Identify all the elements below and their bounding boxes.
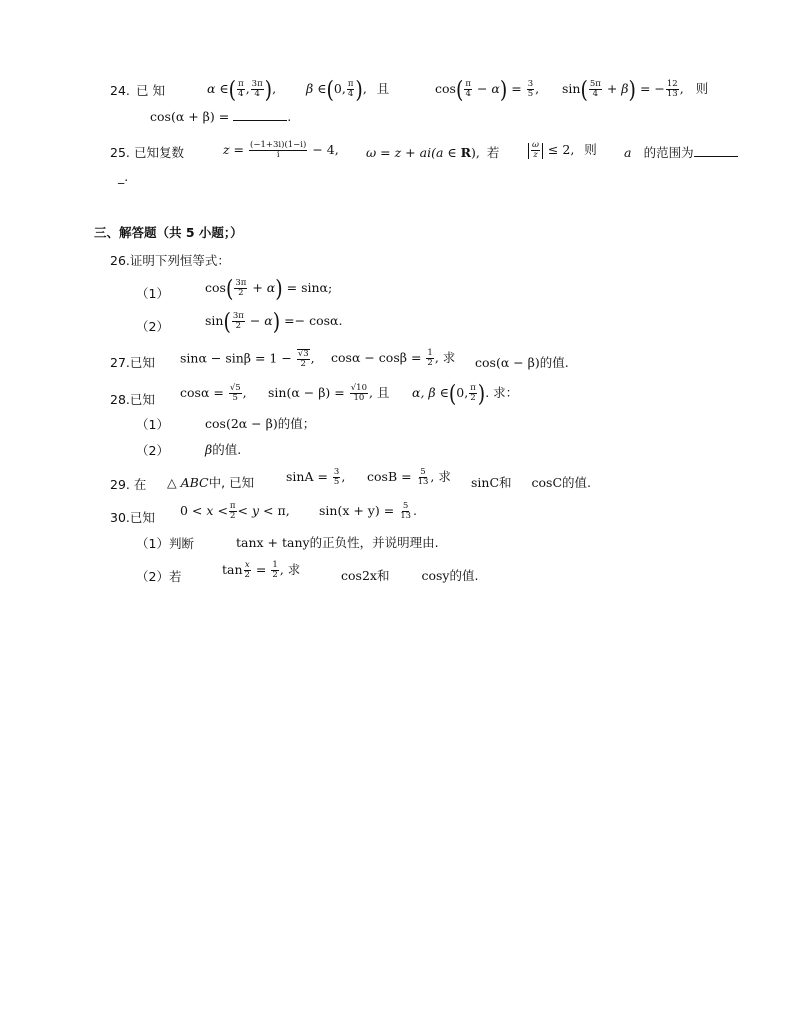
q30-p2-cond: tan $\frac{x}{2}$ = $\frac{1}{2}$ , 求 — [222, 560, 301, 580]
q24-number: 24. — [110, 83, 130, 98]
q28-p2-label: （2） — [136, 443, 169, 458]
q25-line1: 25. 已知复数 — [110, 145, 185, 160]
q25-answer-blank[interactable] — [694, 144, 738, 157]
section-heading: 三、解答题（共 5 小题；） — [94, 225, 243, 240]
q30-p1-label: （1）判断 — [136, 536, 194, 551]
q29-lead: 29. 在 — [110, 477, 147, 492]
q24-alpha-range: α ∈( $\frac{\pi}{4}$ , $\frac{3\pi}{4}$ ), — [207, 75, 277, 104]
q27-eq1: sinα − sinβ = 1 − $\frac{√3}{2}$ , — [180, 349, 315, 369]
q29-eq1: sinA = $\frac{3}{5}$ , — [286, 467, 346, 487]
q25-ratio-condition: $\frac{\omega}{z}$ ≤ 2, 则 — [527, 141, 597, 160]
q30-eq2: sin(x + y) = $\frac{5}{13}$ . — [319, 501, 417, 521]
q29-triangle: △ ABC中, 已知 — [167, 475, 255, 490]
q27-eq2: cosα − cosβ = $\frac{1}{2}$ , 求 — [331, 348, 456, 368]
q29-targets: sinC和 cosC的值. — [471, 475, 592, 490]
q30-p2-label: （2）若 — [136, 569, 182, 584]
q26-p1-label: （1） — [136, 286, 169, 301]
q26-p1-expr: cos( $\frac{3\pi}{2}$ + α) = sinα; — [205, 274, 333, 303]
q25-z-def: z = $\frac{(-1+3i)(1-i)}{i}$ − 4, — [223, 140, 339, 160]
q28-p1-expr: cos(2α − β)的值； — [205, 416, 316, 431]
q27-lead: 27.已知 — [110, 355, 155, 370]
q26-line: 26.证明下列恒等式： — [110, 253, 230, 268]
q25-range-ask: a 的范围为 — [624, 144, 738, 163]
q24-sin-condition: sin( $\frac{5\pi}{4}$ + β) = − $\frac{12}{13}$ , 则 — [562, 75, 709, 104]
q24-cos-condition: cos( $\frac{\pi}{4}$ − α) = $\frac{3}{5}$ , — [435, 75, 540, 104]
q28-p1-label: （1） — [136, 417, 169, 432]
q28-eq2: sin(α − β) = $\frac{√10}{10}$ , 且 — [268, 383, 390, 403]
q24-beta-range: β ∈(0, $\frac{\pi}{4}$ ), 且 — [306, 75, 390, 104]
q26-p2-expr: sin( $\frac{3\pi}{2}$ − α) =− cosα. — [205, 307, 343, 336]
q24-lead: 已 知 — [136, 83, 166, 98]
q27-target: cos(α − β)的值. — [475, 355, 569, 370]
q26-p2-label: （2） — [136, 319, 169, 334]
q28-p2-expr: β的值. — [205, 442, 242, 457]
q30-lead: 30.已知 — [110, 510, 155, 525]
q25-w-def: ω = z + ai(a ∈ R), 若 — [366, 145, 500, 160]
q28-eq3: α, β ∈(0, $\frac{\pi}{2}$ ). 求： — [412, 379, 519, 408]
q30-p1-expr: tanx + tany的正负性，并说明理由. — [236, 535, 439, 550]
q24-line2: cos(α + β) = . — [150, 109, 292, 124]
q30-p2-targets: cos2x和 cosy的值. — [341, 568, 479, 583]
q24-line1 — [110, 82, 165, 101]
q30-ineq: 0 < x < $\frac{\pi}{2}$ < y < π, — [180, 501, 290, 521]
q24-answer-blank[interactable] — [233, 108, 287, 121]
q25-line2: _. — [118, 169, 129, 184]
q28-lead: 28.已知 — [110, 392, 155, 407]
q28-eq1: cosα = $\frac{√5}{5}$ , — [180, 383, 247, 403]
q29-eq2: cosB = $\frac{5}{13}$ , 求 — [367, 467, 451, 487]
